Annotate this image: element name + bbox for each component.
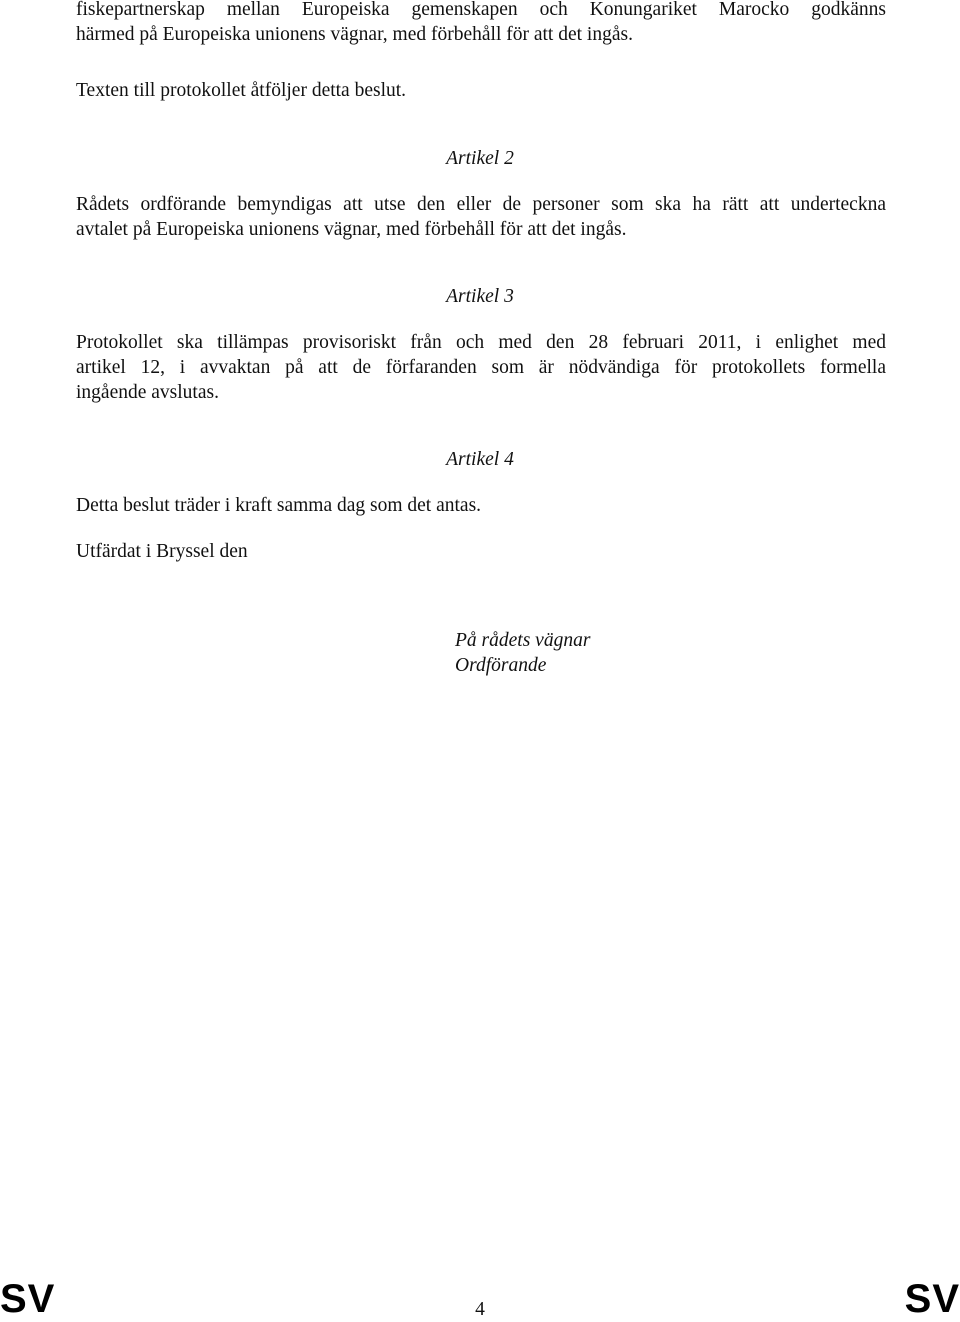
article-4-heading: Artikel 4 [446, 449, 514, 470]
done-at-text: Utfärdat i Bryssel den [76, 541, 248, 562]
article-2-line-2: avtalet på Europeiska unionens vägnar, med förbehåll för att det ingås. [76, 219, 627, 240]
signature-line-2: Ordförande [455, 655, 547, 676]
page-number: 4 [475, 1299, 485, 1320]
footer-language-code-right: SV [904, 1277, 960, 1321]
article-4-text: Detta beslut träder i kraft samma dag som det antas. [76, 495, 482, 516]
article-3-line-2: artikel 12, i avvaktan på att de förfaranden som är nödvändiga för protokollets formella [76, 357, 886, 378]
annex-note: Texten till protokollet åtföljer detta beslut. [76, 80, 407, 101]
article-3-heading: Artikel 3 [446, 286, 514, 307]
footer-language-code-left: SV [0, 1277, 56, 1321]
article-3-line-1: Protokollet ska tillämpas provisoriskt från och med den 28 februari 2011, i enlighet med [76, 332, 886, 353]
article-3-line-3: ingående avslutas. [76, 382, 219, 403]
intro-line-1: fiskepartnerskap mellan Europeiska gemenskapen och Konungariket Marocko godkänns [76, 0, 886, 20]
article-3-paragraph [76, 330, 886, 405]
article-2-paragraph [76, 192, 886, 242]
intro-line-2: härmed på Europeiska unionens vägnar, med förbehåll för att det ingås. [76, 24, 633, 45]
signature-line-1: På rådets vägnar [455, 630, 591, 651]
intro-paragraph [76, 0, 886, 47]
article-2-heading: Artikel 2 [446, 148, 514, 169]
article-2-line-1: Rådets ordförande bemyndigas att utse den eller de personer som ska ha rätt att underteckna [76, 194, 886, 215]
